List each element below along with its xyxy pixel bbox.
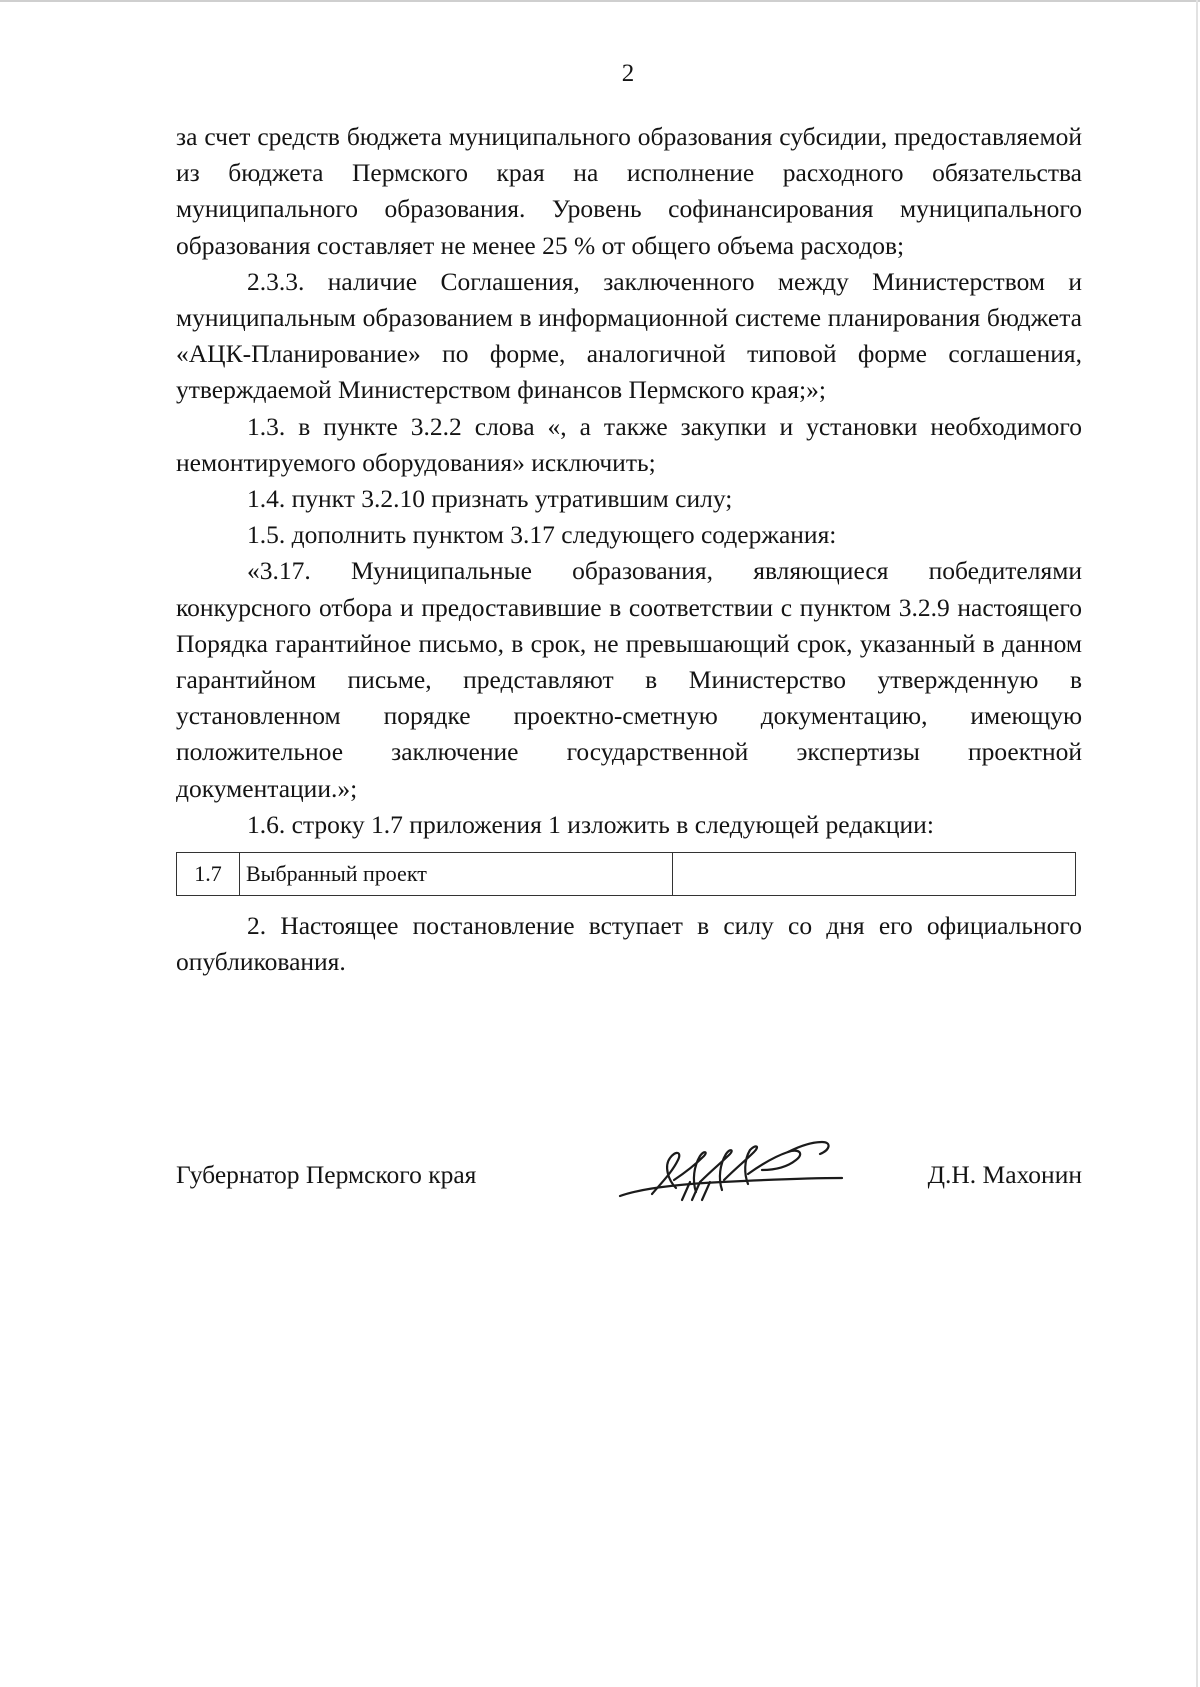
paragraph-continuation: за счет средств бюджета муниципального образования субсидии, предоставляемой из бюджета Пермского края на исполнение расходного обязательства муниципального образования. Уровень софинансирования муниципального образования составляет не менее 25 % от общего объема расходов; (176, 122, 1082, 260)
paragraph-3-17: «3.17. Муниципальные образования, являющиеся победителями конкурсного отбора и предоставившие в соответствии с пунктом 3.2.9 настоящего Порядка гарантийное письмо, в срок, не превышающий срок, указанный в данном гарантийном письме, представляют в Министерство утвержденную в установленном порядке проектно-сметную документацию, имеющую положительное заключение государственной экспертизы проектной документации.»; (176, 556, 1082, 803)
paragraph-1-6: 1.6. строку 1.7 приложения 1 изложить в следующей редакции: (247, 809, 934, 839)
signatory-name: Д.Н. Махонин (927, 1160, 1082, 1189)
amendment-table-wrap (176, 852, 1082, 896)
table-cell-number: 1.7 (177, 853, 240, 896)
signatory-role: Губернатор Пермского края (176, 1160, 477, 1189)
signature-block (176, 1160, 1082, 1220)
table-cell-value (673, 853, 1076, 896)
table-cell-name: Выбранный проект (240, 853, 673, 896)
page-number: 2 (621, 60, 635, 87)
paragraph-1-4: 1.4. пункт 3.2.10 признать утратившим силу; (247, 484, 733, 514)
document-body (176, 119, 1082, 980)
paragraph-1-3: 1.3. в пункте 3.2.2 слова «, а также закупки и установки необходимого немонтируемого оборудования» исключить; (176, 411, 1082, 477)
paragraph-1-5: 1.5. дополнить пунктом 3.17 следующего содержания: (247, 520, 837, 550)
amendment-table (176, 852, 1076, 896)
table-row (177, 853, 1076, 896)
handwritten-signature-icon (612, 1130, 852, 1210)
scan-edge-top (0, 0, 1200, 2)
paragraph-2-3-3: 2.3.3. наличие Соглашения, заключенного между Министерством и муниципальным образованием в информационной системе планирования бюджета «АЦК-Планирование» по форме, аналогичной типовой форме соглашения, утверждаемой Министерством финансов Пермского края;»; (176, 266, 1082, 405)
scan-edge-right (1196, 0, 1198, 1687)
paragraph-2-effective: 2. Настоящее постановление вступает в силу со дня его официального опубликования. (176, 911, 1082, 977)
